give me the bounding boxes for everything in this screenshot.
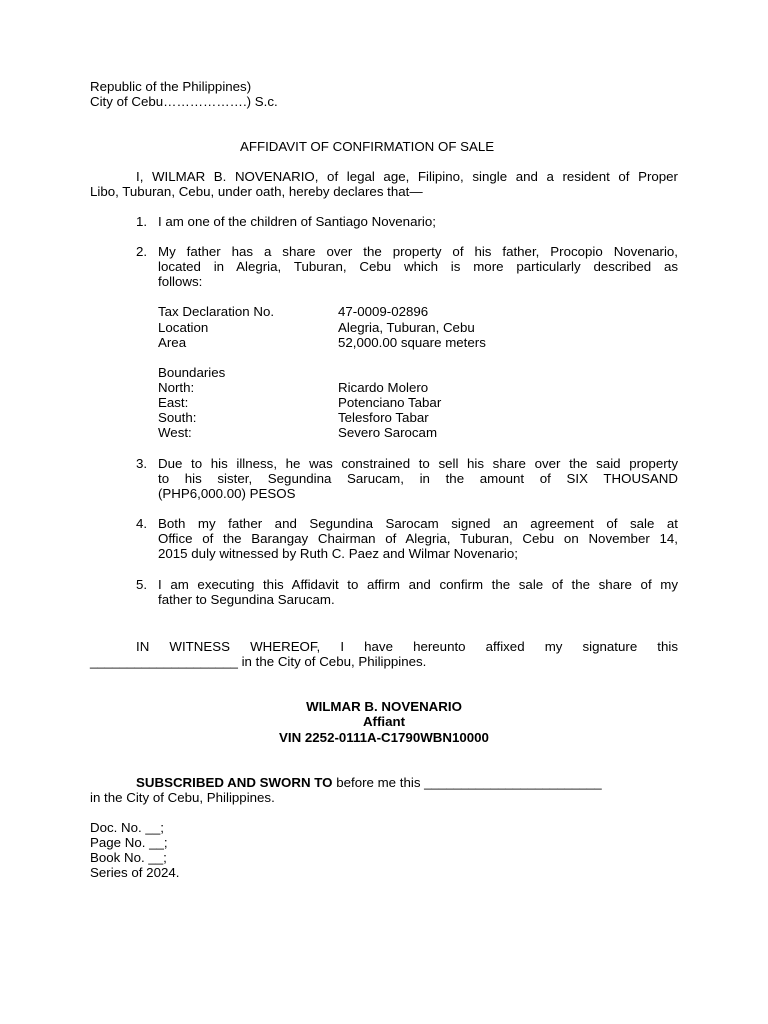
series-year: Series of 2024.	[90, 865, 180, 880]
south-label: South:	[158, 410, 197, 425]
west-label: West:	[158, 425, 192, 440]
location-value: Alegria, Tuburan, Cebu	[338, 320, 475, 335]
item-2-line-2: located in Alegria, Tuburan, Cebu which is more particularly described as	[158, 259, 678, 274]
tax-declaration-label: Tax Declaration No.	[158, 304, 275, 319]
item-2-line-3: follows:	[158, 274, 203, 289]
east-label: East:	[158, 395, 189, 410]
witness-line-1: IN WITNESS WHEREOF, I have hereunto affixed my signature this	[136, 639, 678, 654]
affiant-name: WILMAR B. NOVENARIO	[306, 699, 462, 714]
boundaries-label: Boundaries	[158, 365, 226, 380]
item-2-number: 2.	[136, 244, 148, 259]
header-line-2: City of Cebu……………….) S.c.	[90, 94, 278, 109]
intro-line-2: Libo, Tuburan, Cebu, under oath, hereby declares that—	[90, 184, 423, 199]
jurat-bold-phrase: SUBSCRIBED AND SWORN TO	[136, 775, 333, 790]
header-line-1: Republic of the Philippines)	[90, 79, 252, 94]
document-title: AFFIDAVIT OF CONFIRMATION OF SALE	[240, 139, 495, 154]
east-value: Potenciano Tabar	[338, 395, 442, 410]
item-3-line-1: Due to his illness, he was constrained to sell his share over the said property	[158, 456, 678, 471]
item-3-number: 3.	[136, 456, 148, 471]
item-3-line-3: (PHP6,000.00) PESOS	[158, 486, 296, 501]
south-value: Telesforo Tabar	[338, 410, 429, 425]
item-3-line-2: to his sister, Segundina Sarucam, in the amount of SIX THOUSAND	[158, 471, 678, 486]
jurat-line-2: in the City of Cebu, Philippines.	[90, 790, 275, 805]
north-value: Ricardo Molero	[338, 380, 429, 395]
jurat-line-1	[136, 775, 602, 790]
item-4-line-3: 2015 duly witnessed by Ruth C. Paez and Wilmar Novenario;	[158, 546, 518, 561]
intro-line-1: I, WILMAR B. NOVENARIO, of legal age, Filipino, single and a resident of Proper	[136, 169, 678, 184]
item-2-line-1: My father has a share over the property of his father, Procopio Novenario,	[158, 244, 678, 259]
jurat-rest: before me this ________________________	[332, 775, 602, 790]
tax-declaration-value: 47-0009-02896	[338, 304, 429, 319]
item-5-line-2: father to Segundina Sarucam.	[158, 592, 335, 607]
item-5-number: 5.	[136, 577, 148, 592]
west-value: Severo Sarocam	[338, 425, 438, 440]
item-1-text: I am one of the children of Santiago Novenario;	[158, 214, 436, 229]
item-1-number: 1.	[136, 214, 148, 229]
affiant-role: Affiant	[362, 714, 406, 729]
item-4-line-2: Office of the Barangay Chairman of Alegria, Tuburan, Cebu on November 14,	[158, 531, 678, 546]
doc-number: Doc. No. __;	[90, 820, 164, 835]
area-value: 52,000.00 square meters	[338, 335, 486, 350]
item-5-line-1: I am executing this Affidavit to affirm and confirm the sale of the share of my	[158, 577, 678, 592]
witness-line-2: ____________________ in the City of Cebu, Philippines.	[90, 654, 427, 669]
affiant-vin: VIN 2252-0111A-C1790WBN10000	[279, 730, 489, 745]
area-label: Area	[158, 335, 187, 350]
location-label: Location	[158, 320, 209, 335]
page-number: Page No. __;	[90, 835, 168, 850]
book-number: Book No. __;	[90, 850, 167, 865]
north-label: North:	[158, 380, 195, 395]
item-4-line-1: Both my father and Segundina Sarocam signed an agreement of sale at	[158, 516, 678, 531]
item-4-number: 4.	[136, 516, 148, 531]
